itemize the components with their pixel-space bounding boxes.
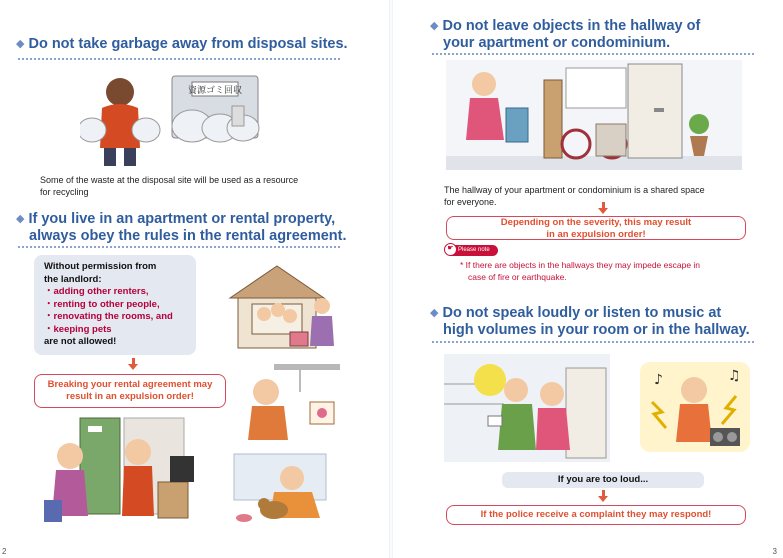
rule-item: ・ renting to other people,	[44, 299, 186, 312]
diamond-bullet-icon: ◆	[16, 213, 25, 225]
dotted-divider	[18, 58, 340, 60]
loud-music-illustration	[640, 362, 750, 452]
section-heading-hallway: ◆ Do not leave objects in the hallway of your apartment or condominium.	[430, 18, 701, 51]
section-heading-rental: ◆ If you live in an apartment or rental property, always obey the rules in the rental agreement.	[16, 211, 347, 244]
music-note-icon: ♪	[654, 372, 663, 388]
please-note-tag: ☛ Please note	[446, 245, 498, 256]
music-note-icon: ♫	[728, 368, 741, 384]
rule-item: ・ adding other renters,	[44, 286, 186, 299]
section-heading-noise: ◆ Do not speak loudly or listen to music at high volumes in your room or in the hallway.	[430, 305, 750, 338]
too-loud-panel: If you are too loud...	[502, 472, 704, 488]
rule-item: ・ renovating the rooms, and	[44, 311, 186, 324]
diamond-bullet-icon: ◆	[430, 307, 439, 319]
pointing-hand-icon: ☛	[444, 243, 457, 256]
diamond-bullet-icon: ◆	[430, 20, 439, 32]
diamond-bullet-icon: ◆	[16, 38, 25, 50]
renovation-illustration	[244, 362, 344, 442]
police-warning: If the police receive a complaint they may respond!	[446, 505, 746, 525]
hallway-caption: The hallway of your apartment or condominium is a shared space for everyone.	[444, 185, 705, 207]
shared-house-illustration	[222, 258, 347, 353]
hallway-illustration	[446, 60, 742, 175]
rule-item: ・ keeping pets	[44, 324, 186, 337]
dotted-divider	[18, 246, 340, 248]
hallway-warning: Depending on the severity, this may result in an expulsion order!	[446, 216, 746, 240]
dotted-divider	[432, 341, 754, 343]
rules-panel: Without permission from the landlord: ・ adding other renters, ・ renting to other people, ・ renovating the rooms, and ・ keeping pets are not allowed!	[34, 255, 196, 355]
couple-moving-illustration	[40, 412, 210, 527]
section-heading-garbage: ◆ Do not take garbage away from disposal sites.	[16, 36, 348, 52]
page-number: 2	[2, 547, 7, 556]
fire-note: * If there are objects in the hallways they may impede escape in case of fire or earthquake.	[460, 260, 701, 282]
page-number: 3	[772, 547, 777, 556]
expulsion-warning: Breaking your rental agreement may result in an expulsion order!	[34, 374, 226, 408]
noisy-hallway-illustration	[444, 354, 610, 464]
collection-sign-text: 資源ゴミ回収	[187, 86, 243, 96]
left-page	[0, 0, 390, 558]
garbage-illustration	[80, 70, 280, 170]
pet-illustration	[230, 452, 330, 527]
garbage-caption: Some of the waste at the disposal site will be used as a resource for recycling	[40, 175, 299, 197]
dotted-divider	[432, 53, 754, 55]
